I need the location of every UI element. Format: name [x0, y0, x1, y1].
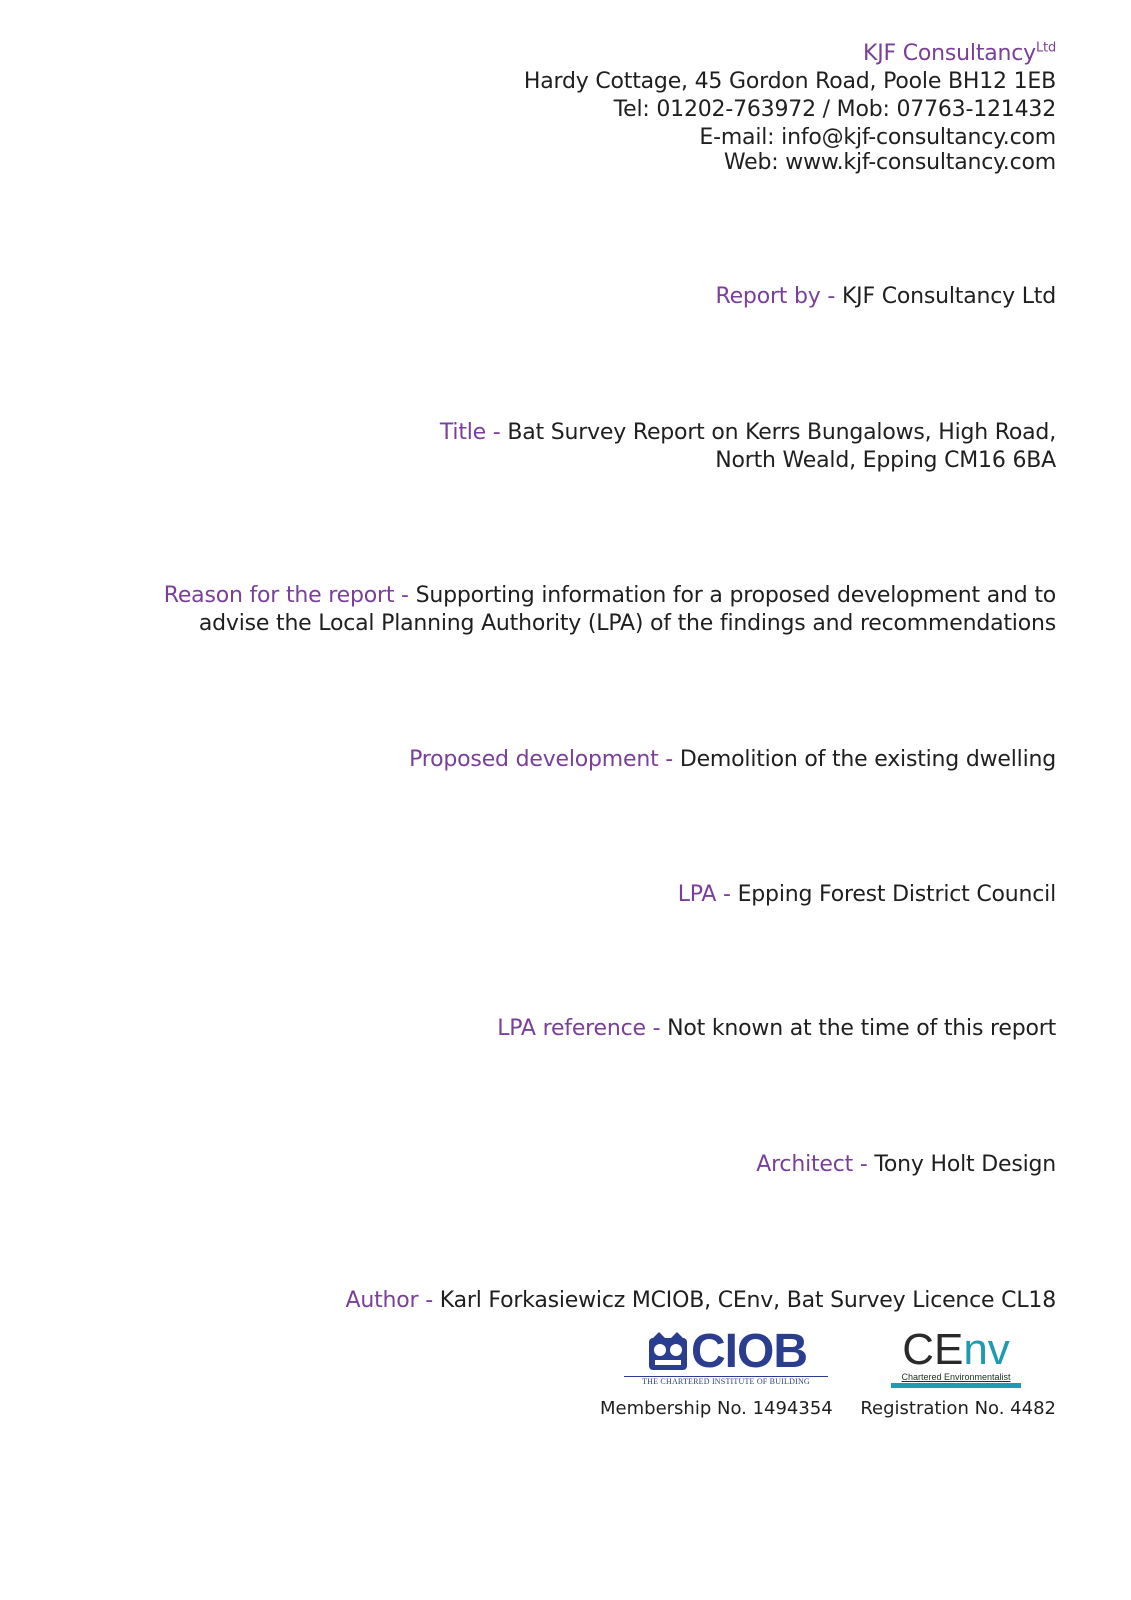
cenv-wordmark: CEnv — [902, 1325, 1010, 1374]
ciob-logo — [600, 1325, 846, 1419]
letterhead — [524, 40, 1056, 174]
proposed-value: Demolition of the existing dwelling — [679, 747, 1056, 772]
author-value: Karl Forkasiewicz MCIOB, CEnv, Bat Survey Licence CL18 — [439, 1288, 1056, 1313]
accreditation-logos — [600, 1325, 1056, 1428]
company-name: KJF Consultancy$^{Ltd}$ — [862, 40, 1056, 66]
reason-field — [164, 582, 1056, 638]
report-by-label: Report by - — [715, 284, 842, 309]
company-suffix: Ltd — [1036, 40, 1056, 56]
architect-field — [756, 1151, 1056, 1179]
company-web: Web: www.kjf-consultancy.com — [723, 150, 1056, 175]
cenv-logo — [856, 1325, 1056, 1419]
lpa-reference-field — [497, 1015, 1056, 1043]
ciob-wordmark: CIOB — [691, 1325, 807, 1378]
title-line2: North Weald, Epping CM16 6BA — [715, 448, 1056, 473]
company-phone: Tel: 01202-763972 / Mob: 07763-121432 — [613, 97, 1056, 122]
company-address: Hardy Cottage, 45 Gordon Road, Poole BH12 1EB — [523, 69, 1056, 94]
lpa-value: Epping Forest District Council — [737, 882, 1056, 907]
registration-number: Registration No. 4482 — [860, 1398, 1056, 1419]
architect-value: Tony Holt Design — [874, 1152, 1056, 1177]
report-by-field — [716, 283, 1057, 311]
report-by-value: KJF Consultancy Ltd — [841, 284, 1056, 309]
title-label: Title - — [439, 420, 508, 445]
reason-line2: advise the Local Planning Authority (LPA) of the findings and recommendations — [198, 611, 1056, 636]
title-line1: Bat Survey Report on Kerrs Bungalows, High Road, — [507, 420, 1056, 445]
cenv-subtitle: Chartered Environmentalist — [901, 1372, 1011, 1382]
lpa-reference-label: LPA reference - — [497, 1016, 668, 1041]
lpa-field — [678, 881, 1056, 909]
cenv-underline-bar — [891, 1383, 1021, 1388]
title-field — [440, 419, 1056, 475]
lpa-label: LPA - — [677, 882, 738, 907]
ciob-crest-icon — [645, 1330, 691, 1374]
company-email: E-mail: info@kjf-consultancy.com — [699, 125, 1056, 150]
proposed-development-field — [409, 746, 1056, 774]
proposed-label: Proposed development - — [409, 747, 680, 772]
lpa-reference-value: Not known at the time of this report — [667, 1016, 1056, 1041]
reason-label: Reason for the report - — [163, 583, 416, 608]
reason-line1: Supporting information for a proposed development and to — [415, 583, 1056, 608]
ciob-subtitle: THE CHARTERED INSTITUTE OF BUILDING — [624, 1376, 828, 1386]
author-field — [346, 1287, 1056, 1315]
membership-number: Membership No. 1494354 — [600, 1398, 833, 1419]
author-label: Author - — [345, 1288, 440, 1313]
architect-label: Architect - — [756, 1152, 875, 1177]
